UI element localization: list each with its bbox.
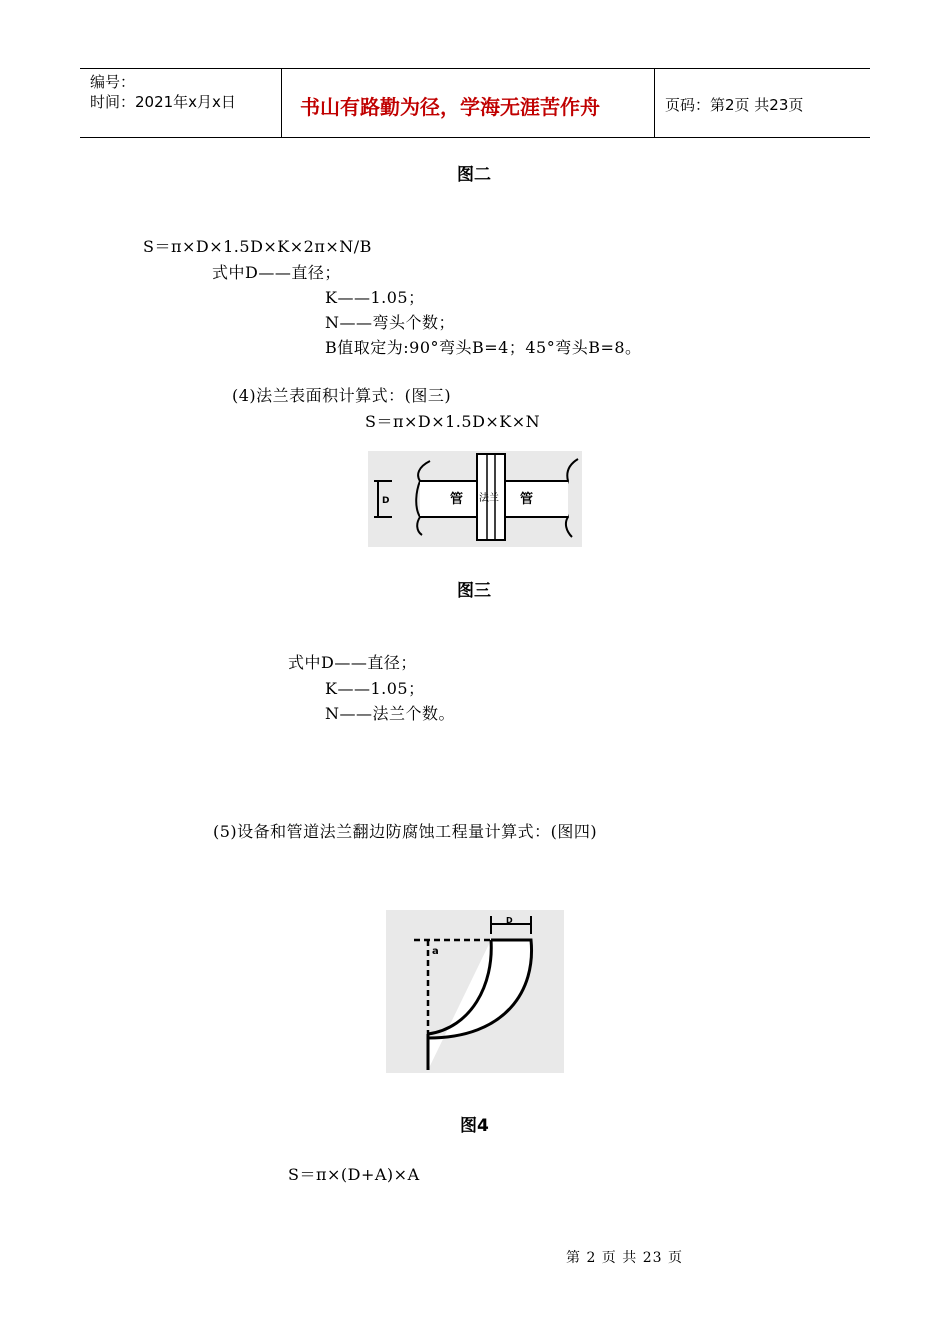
figure-4-caption: 图4 (460, 1116, 489, 1136)
dim-d-label: D (506, 916, 513, 925)
header-motto: 书山有路勤为径，学海无涯苦作舟 (300, 95, 600, 119)
pipe-left-fill (420, 482, 476, 516)
pipe-right-label: 管 (520, 492, 534, 507)
page-header (80, 68, 870, 138)
dimension-d-label: D (382, 496, 390, 506)
header-divider-right (654, 69, 655, 137)
flange-n-definition: N——法兰个数。 (325, 704, 456, 723)
flange-area-formula: S＝π×D×1.5D×K×N (365, 412, 541, 431)
pipe-left-label: 管 (450, 492, 464, 507)
document-number-label: 编号： (90, 73, 136, 91)
flange-flanging-section-title: (5)设备和管道法兰翻边防腐蚀工程量计算式：(图四) (213, 822, 598, 841)
dim-a-label: a (432, 946, 439, 957)
document-time-label: 时间：2021年x月x日 (90, 93, 236, 111)
flange-where-diameter: 式中D——直径； (288, 653, 417, 672)
elbow-n-definition: N——弯头个数； (325, 313, 456, 332)
flange-section-title: (4)法兰表面积计算式：(图三) (232, 386, 452, 405)
figure-3-caption: 图三 (457, 581, 491, 601)
header-divider-left (281, 69, 282, 137)
pipe-right-fill (506, 482, 568, 516)
figure-3-flange-diagram (368, 451, 582, 547)
elbow-k-value: K——1.05； (325, 288, 425, 307)
figure-2-caption: 图二 (457, 165, 491, 185)
flanging-area-formula: S＝π×(D+A)×A (288, 1165, 420, 1184)
flange-label: 法兰 (479, 493, 499, 504)
elbow-where-diameter: 式中D——直径； (212, 263, 341, 282)
elbow-area-formula: S＝π×D×1.5D×K×2π×N/B (143, 237, 372, 256)
flange-k-value: K——1.05； (325, 679, 425, 698)
header-page-label: 页码：第2页 共23页 (665, 96, 804, 114)
elbow-b-value: B值取定为:90°弯头B=4；45°弯头B=8。 (325, 338, 642, 357)
page-footer: 第 2 页 共 23 页 (566, 1250, 683, 1266)
figure-4-flanging-diagram (386, 910, 564, 1073)
